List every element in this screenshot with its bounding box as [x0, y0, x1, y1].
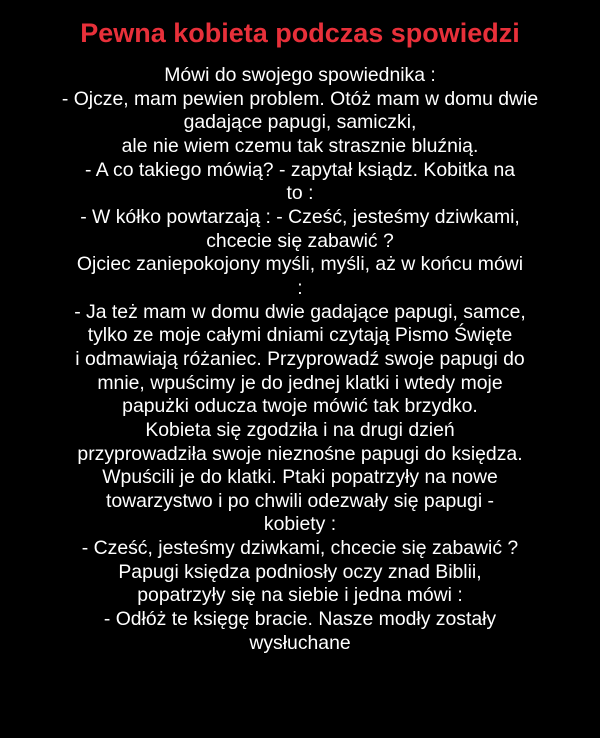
joke-line: kobiety : [263, 513, 337, 536]
joke-line: wysłuchane [249, 631, 351, 654]
joke-line: chcecie się zabawić ? [206, 229, 394, 252]
joke-line: Kobieta się zgodziła i na drugi dzień [145, 418, 455, 441]
joke-line: - A co takiego mówią? - zapytał ksiądz. Kobitka na [84, 158, 516, 181]
joke-line: mnie, wpuścimy je do jednej klatki i wtedy moje [97, 371, 503, 394]
joke-line: towarzystwo i po chwili odezwały się papugi - [106, 489, 494, 512]
joke-line: Ojciec zaniepokojony myśli, myśli, aż w końcu mówi [76, 253, 524, 276]
joke-body [0, 64, 600, 655]
joke-line: Mówi do swojego spowiednika : [164, 64, 436, 86]
joke-line: Papugi księdza podniosły oczy znad Biblii, [118, 560, 482, 583]
joke-line: ale nie wiem czemu tak strasznie bluźnią. [121, 134, 479, 157]
joke-line: popatrzyły się na siebie i jedna mówi : [137, 584, 463, 607]
joke-line: tylko ze moje całymi dniami czytają Pismo Święte [87, 324, 513, 347]
joke-line: papużki oducza twoje mówić tak brzydko. [122, 395, 478, 418]
joke-line: gadające papugi, samiczki, [183, 111, 417, 134]
joke-line: - Odłóż te księgę bracie. Nasze modły zostały [103, 608, 497, 631]
joke-line: przyprowadziła swoje nieznośne papugi do księdza. [77, 442, 523, 465]
joke-title: Pewna kobieta podczas spowiedzi [80, 18, 520, 48]
joke-line: - Ojcze, mam pewien problem. Otóż mam w domu dwie [61, 87, 539, 110]
joke-line: - Ja też mam w domu dwie gadające papugi, samce, [74, 300, 526, 323]
joke-line: Wpuścili je do klatki. Ptaki popatrzyły na nowe [102, 466, 498, 489]
joke-line: to : [286, 182, 314, 205]
joke-line: - Cześć, jesteśmy dziwkami, chcecie się zabawić ? [81, 537, 519, 560]
joke-line: : [297, 276, 303, 299]
joke-line: i odmawiają różaniec. Przyprowadź swoje papugi do [75, 347, 525, 370]
joke-line: - W kółko powtarzają : - Cześć, jesteśmy dziwkami, [80, 205, 520, 228]
